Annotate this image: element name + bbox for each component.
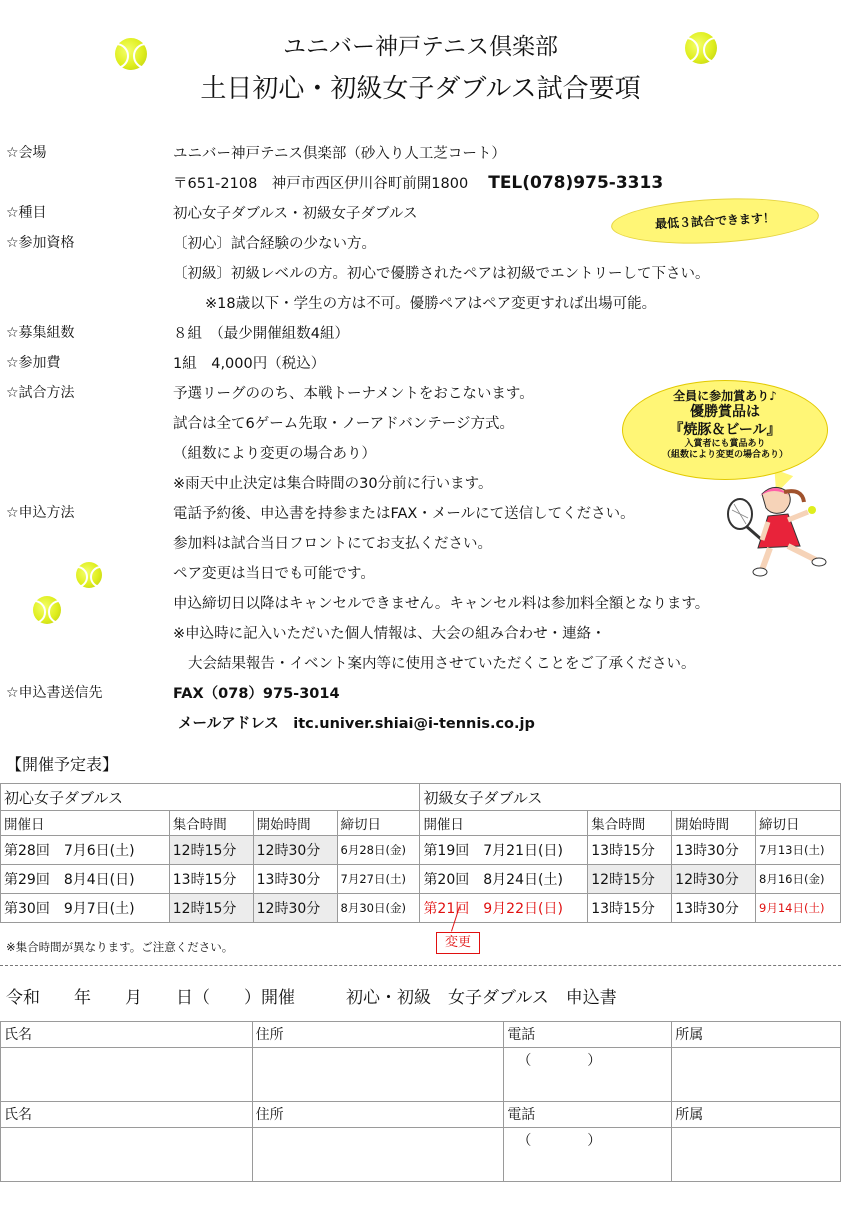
prize-speech-bubble [622, 380, 828, 480]
send-label: ☆申込書送信先 [6, 685, 103, 701]
application-form [0, 1021, 841, 1182]
affiliation-field[interactable] [672, 1048, 841, 1102]
tennis-ball-icon [685, 32, 717, 64]
form-header-row [1, 1102, 841, 1128]
page-title: 土日初心・初級女子ダブルス試合要項 [200, 74, 641, 104]
phone-label: 電話 [504, 1022, 672, 1048]
eligibility-note: ※18歳以下・学生の方は不可。優勝ペアはペア変更すれば出場可能。 [205, 296, 657, 312]
address-field[interactable] [252, 1048, 504, 1102]
table-row [1, 894, 841, 923]
schedule-note: ※集合時間が異なります。ご注意ください。 [6, 940, 234, 954]
event-date: 第30回 9月7日(土) [1, 894, 170, 923]
gather-time: 12時15分 [588, 865, 672, 894]
prize-line-2: 優勝賞品は [690, 404, 760, 420]
event-date: 第28回 7月6日(土) [1, 836, 170, 865]
address: 〒651-2108 神戸市西区伊川谷町前開1800 [173, 176, 469, 192]
deadline-changed: 9月14日(土) [756, 894, 841, 923]
tennis-ball-icon [115, 38, 147, 70]
start-time: 13時30分 [253, 865, 337, 894]
method-4: ※雨天中止決定は集合時間の30分前に行います。 [173, 476, 493, 492]
fax-number: FAX（078）975-3014 [173, 686, 340, 702]
gather-time: 12時15分 [169, 836, 253, 865]
gather-time: 13時15分 [169, 865, 253, 894]
name-label: 氏名 [1, 1102, 253, 1128]
fee-label: ☆参加費 [6, 355, 61, 371]
eligibility-beginner: 〔初心〕試合経験の少ない方。 [173, 236, 376, 252]
col-start: 開始時間 [253, 811, 337, 836]
schedule-heading: 【開催予定表】 [6, 755, 119, 774]
affiliation-label: 所属 [672, 1102, 841, 1128]
name-field[interactable] [1, 1048, 253, 1102]
deadline: 7月13日(土) [756, 836, 841, 865]
schedule-table [0, 783, 841, 923]
schedule-header-row [1, 811, 841, 836]
method-1: 予選リーグののち、本戦トーナメントをおこないます。 [173, 386, 534, 402]
method-2: 試合は全て6ゲーム先取・ノーアドバンテージ方式。 [173, 416, 514, 432]
method-3: （組数により変更の場合あり） [173, 446, 376, 462]
event-date: 第20回 8月24日(土) [420, 865, 588, 894]
prize-line-4: 入賞者にも賞品あり [684, 439, 766, 449]
col-date: 開催日 [420, 811, 588, 836]
venue-label: ☆会場 [6, 145, 47, 161]
event-date-changed: 第21回 9月22日(日) [420, 894, 588, 923]
mail-address: メールアドレス itc.univer.shiai@i-tennis.co.jp [178, 716, 535, 732]
name-field[interactable] [1, 1128, 253, 1182]
name-label: 氏名 [1, 1022, 253, 1048]
gather-time: 13時15分 [588, 836, 672, 865]
gather-time: 13時15分 [588, 894, 672, 923]
form-input-row [1, 1128, 841, 1182]
event-date: 第19回 7月21日(日) [420, 836, 588, 865]
form-input-row [1, 1048, 841, 1102]
prize-line-3: 『焼豚＆ビール』 [669, 422, 781, 438]
cut-line [0, 965, 841, 966]
type-label: ☆種目 [6, 205, 47, 221]
event-type: 初心女子ダブルス・初級女子ダブルス [173, 206, 418, 222]
phone-field[interactable]: （ ） [504, 1128, 672, 1182]
address-line [173, 172, 663, 193]
application-title: 令和 年 月 日（ ）開催 初心・初級 女子ダブルス 申込書 [6, 988, 617, 1008]
telephone: TEL(078)975-3313 [488, 173, 664, 193]
tennis-ball-icon [33, 596, 61, 624]
prize-line-1: 全員に参加賞あり♪ [673, 389, 777, 403]
eligibility-label: ☆参加資格 [6, 235, 75, 251]
schedule-title-row [1, 784, 841, 811]
col-date: 開催日 [1, 811, 170, 836]
address-field[interactable] [252, 1128, 504, 1182]
affiliation-field[interactable] [672, 1128, 841, 1182]
min-games-callout: 最低３試合できます！ [611, 195, 819, 248]
start-time: 13時30分 [672, 836, 756, 865]
address-label: 住所 [252, 1022, 504, 1048]
venue: ユニバー神戸テニス倶楽部（砂入り人工芝コート） [173, 146, 506, 162]
apply-2: 参加料は試合当日フロントにてお支払ください。 [173, 536, 492, 552]
col-deadline: 締切日 [756, 811, 841, 836]
elementary-title: 初級女子ダブルス [420, 784, 841, 811]
tennis-ball-icon [76, 562, 102, 588]
start-time: 12時30分 [253, 836, 337, 865]
affiliation-label: 所属 [672, 1022, 841, 1048]
table-row [1, 865, 841, 894]
deadline: 8月30日(金) [337, 894, 420, 923]
start-time: 13時30分 [672, 894, 756, 923]
apply-3: ペア変更は当日でも可能です。 [173, 566, 375, 582]
eligibility-elementary: 〔初級〕初級レベルの方。初心で優勝されたペアは初級でエントリーして下さい。 [173, 266, 710, 282]
tennis-player-illustration [722, 482, 832, 577]
phone-label: 電話 [504, 1102, 672, 1128]
apply-label: ☆申込方法 [6, 505, 75, 521]
deadline: 8月16日(金) [756, 865, 841, 894]
method-label: ☆試合方法 [6, 385, 75, 401]
form-header-row [1, 1022, 841, 1048]
apply-6: 大会結果報告・イベント案内等に使用させていただくことをご了承ください。 [188, 656, 696, 672]
fee: 1組 4,000円（税込） [173, 356, 326, 372]
changed-badge: 変更 [436, 932, 480, 954]
apply-4: 申込締切日以降はキャンセルできません。キャンセル料は参加料全額となります。 [173, 596, 710, 612]
table-row [1, 836, 841, 865]
teams-label: ☆募集組数 [6, 325, 75, 341]
deadline: 6月28日(金) [337, 836, 420, 865]
apply-5: ※申込時に記入いただいた個人情報は、大会の組み合わせ・連絡・ [173, 626, 606, 642]
prize-line-5: （組数により変更の場合あり） [661, 450, 788, 460]
start-time: 12時30分 [672, 865, 756, 894]
address-label: 住所 [252, 1102, 504, 1128]
col-gather: 集合時間 [588, 811, 672, 836]
phone-field[interactable]: （ ） [504, 1048, 672, 1102]
event-date: 第29回 8月4日(日) [1, 865, 170, 894]
start-time: 12時30分 [253, 894, 337, 923]
beginner-title: 初心女子ダブルス [1, 784, 420, 811]
teams: ８組 （最少開催組数4組） [173, 326, 349, 342]
club-name: ユニバー神戸テニス倶楽部 [282, 34, 559, 60]
col-start: 開始時間 [672, 811, 756, 836]
apply-1: 電話予約後、申込書を持参またはFAX・メールにて送信してください。 [173, 506, 635, 522]
col-gather: 集合時間 [169, 811, 253, 836]
deadline: 7月27日(土) [337, 865, 420, 894]
gather-time: 12時15分 [169, 894, 253, 923]
col-deadline: 締切日 [337, 811, 420, 836]
